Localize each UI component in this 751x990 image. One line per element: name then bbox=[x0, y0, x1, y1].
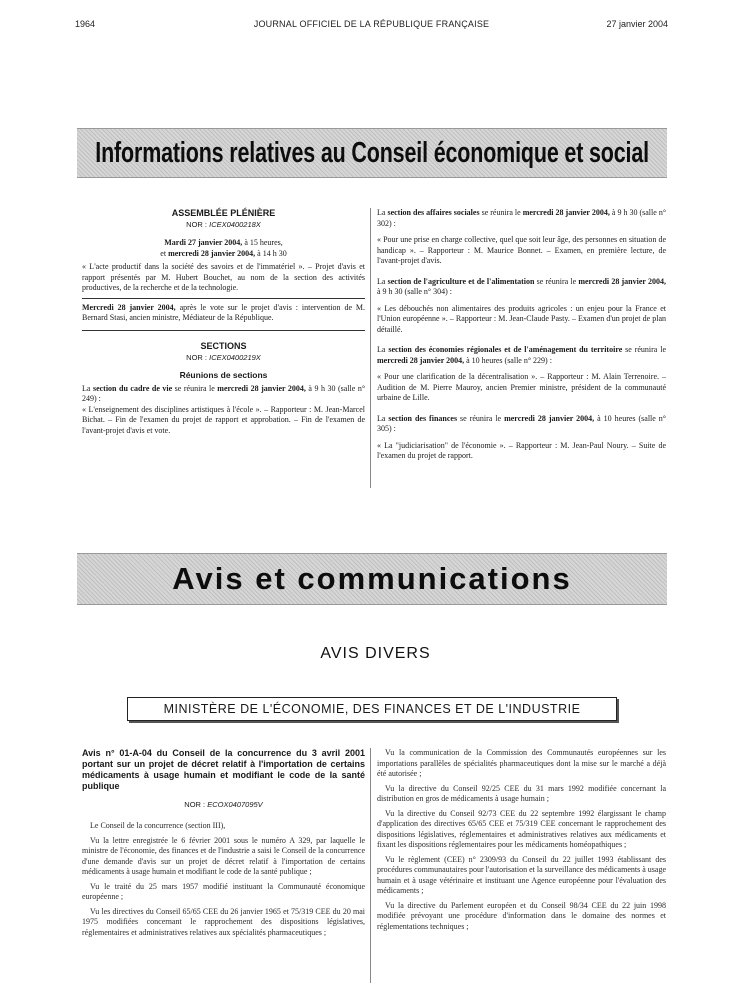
cadre-de-vie-paragraph: « L'enseignement des disciplines artistiques à l'école ». – Rapporteur : M. Jean-Marcel Bichat. – Fin de l'examen du projet de rapport et approbation. – Fin de l'examen de l'avant-projet d'avis et vote. bbox=[82, 404, 365, 435]
finances-intro: La section des finances se réunira le mercredi 28 janvier 2004, à 10 heures (salle n° 305) : bbox=[377, 413, 667, 433]
sections-title: SECTIONS bbox=[200, 340, 247, 351]
ministry-box bbox=[127, 697, 617, 721]
column-rule bbox=[370, 748, 371, 983]
avis-paragraph: Le Conseil de la concurrence (section III), bbox=[90, 821, 226, 830]
page-number: 1964 bbox=[75, 19, 96, 29]
left-column-avis bbox=[82, 748, 365, 942]
avis-paragraph: Vu la lettre enregistrée le 6 février 2001 sous le numéro A 329, par laquelle le ministre de l'économie, des finances et de l'industrie a saisi le Conseil de la concurrence d'une demande d'avis sur un projet de décret relatif à l'importation de certains médicaments à usage humain et modifiant le code de la santé publique ; bbox=[82, 835, 365, 876]
avis-paragraph: Vu la communication de la Commission des Communautés européennes sur les importations parallèles de spécialités pharmaceutiques dont la mise sur le marché a déjà été autorisée ; bbox=[377, 748, 666, 778]
avis-paragraph: Vu le traité du 25 mars 1957 modifié instituant la Communauté économique européenne ; bbox=[82, 881, 365, 901]
cadre-de-vie-intro: La section du cadre de vie se réunira le mercredi 28 janvier 2004, à 9 h 30 (salle n° 249) : bbox=[82, 383, 366, 403]
avis-divers-heading: AVIS DIVERS bbox=[320, 645, 431, 662]
column-rule bbox=[370, 208, 371, 488]
divider bbox=[82, 330, 365, 331]
affaires-sociales-intro: La section des affaires sociales se réunira le mercredi 28 janvier 2004, à 9 h 30 (salle n° 302) : bbox=[377, 208, 667, 228]
reunions-title: Réunions de sections bbox=[179, 369, 268, 380]
economies-regionales-intro: La section des économies régionales et de l'aménagement du territoire se réunira le mercredi 28 janvier 2004, à 10 heures (salle n° 229) : bbox=[377, 345, 667, 365]
assemblee-date-1: Mardi 27 janvier 2004, à 15 heures, bbox=[164, 238, 283, 247]
left-column-ces bbox=[82, 208, 365, 436]
assemblee-nor: NOR : ICEX0400218X bbox=[186, 220, 261, 229]
mercredi-paragraph: Mercredi 28 janvier 2004, après le vote sur le projet d'avis : intervention de M. Bernard Stasi, ancien ministre, Médiateur de la République. bbox=[82, 302, 366, 322]
sections-nor: NOR : ICEX0400219X bbox=[186, 352, 261, 362]
banner-title: Informations relatives au Conseil économique et social bbox=[95, 136, 649, 169]
divider bbox=[82, 298, 365, 299]
avis-paragraph: Vu la directive du Conseil 92/73 CEE du 22 septembre 1992 élargissant le champ d'application des directives 65/65 CEE et 75/319 CEE concernant le rapprochement des dispositions législatives, réglementaires et administratives relatives aux médicaments et fixant les dispositions réglementaires pour les médicaments homéopathiques ; bbox=[377, 808, 666, 849]
finances-paragraph: « La "judiciarisation" de l'économie ». – Rapporteur : M. Jean-Paul Noury. – Suite de l'examen du projet de rapport. bbox=[377, 440, 666, 460]
assemblee-title: ASSEMBLÉE PLÉNIÈRE bbox=[171, 208, 276, 218]
avis-paragraph: Vu la directive du Conseil 92/25 CEE du 31 mars 1992 modifiée concernant la distribution en gros de médicaments à usage humain ; bbox=[377, 783, 666, 803]
agriculture-paragraph: « Les débouchés non alimentaires des produits agricoles : un enjeu pour la France et l'Union européenne ». – Rapporteur : M. Jean-Claude Pasty. – Examen d'un projet de plan détaillé. bbox=[377, 303, 666, 334]
economies-regionales-paragraph: « Pour une clarification de la décentralisation ». – Rapporteur : M. Alain Terrenoire. – Audition de M. Pierre Mauroy, ancien Premier ministre, président de la communauté urbaine de Lille. bbox=[377, 372, 666, 402]
avis-paragraph: Vu la directive du Parlement européen et du Conseil 98/34 CEE du 22 juin 1998 modifiée prévoyant une procédure d'information dans le domaine des normes et réglementations techniques ; bbox=[377, 900, 666, 931]
page-header bbox=[75, 19, 668, 33]
avis-heading: Avis n° 01-A-04 du Conseil de la concurrence du 3 avril 2001 portant sur un projet de décret relatif à l'importation de certains médicaments à usage humain et modifiant le code de la santé publique bbox=[82, 748, 365, 791]
banner-title: Avis et communications bbox=[172, 561, 572, 596]
avis-left-body bbox=[82, 821, 365, 938]
avis-paragraph: Vu le règlement (CEE) n° 2309/93 du Conseil du 22 juillet 1993 établissant des procédures communautaires pour l'autorisation et la surveillance des médicaments à usage humain et à usage vétérinaire et instituant une Agence européenne pour l'évaluation des médicaments ; bbox=[377, 854, 666, 895]
assemblee-date-2: et mercredi 28 janvier 2004, à 14 h 30 bbox=[160, 249, 287, 258]
issue-date: 27 janvier 2004 bbox=[606, 19, 668, 29]
section-banner-ces bbox=[77, 128, 667, 178]
agriculture-intro: La section de l'agriculture et de l'alimentation se réunira le mercredi 28 janvier 2004, à 9 h 30 (salle n° 304) : bbox=[377, 276, 667, 296]
journal-title: JOURNAL OFFICIEL DE LA RÉPUBLIQUE FRANÇAISE bbox=[253, 19, 490, 29]
section-banner-avis bbox=[77, 553, 667, 605]
avis-paragraph: Vu les directives du Conseil 65/65 CEE du 26 janvier 1965 et 75/319 CEE du 20 mai 1975 modifiées concernant le rapprochement des dispositions législatives, réglementaires et administratives relatives aux spécialités pharmaceutiques ; bbox=[82, 906, 365, 937]
affaires-sociales-paragraph: « Pour une prise en charge collective, quel que soit leur âge, des personnes en situation de handicap ». – Rapporteur : M. Maurice Bonnet. – Examen, en première lecture, de l'avant-projet d'avis. bbox=[377, 235, 666, 265]
assemblee-paragraph: « L'acte productif dans la société des savoirs et de l'immatériel ». – Projet d'avis et rapport présentés par M. Hubert Bouchet, au nom de la section des activités productives, de la recherche et de la technologie. bbox=[82, 262, 365, 292]
ministry-title: MINISTÈRE DE L'ÉCONOMIE, DES FINANCES ET DE L'INDUSTRIE bbox=[163, 702, 581, 716]
right-column-ces bbox=[377, 208, 666, 462]
right-column-avis bbox=[377, 748, 666, 936]
avis-nor: NOR : ECOX0407095V bbox=[184, 800, 263, 809]
